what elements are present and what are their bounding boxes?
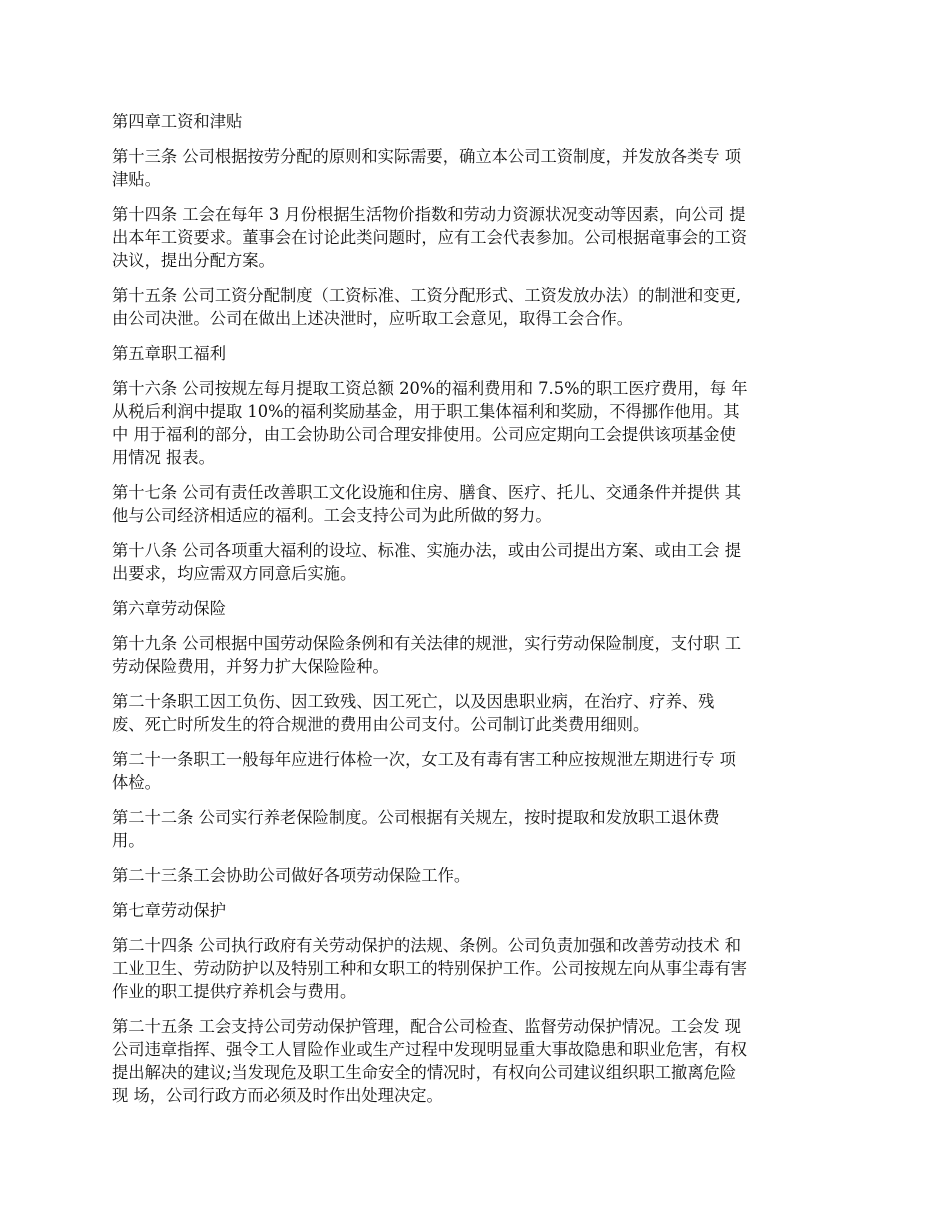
article-18: 第十八条 公司各项重大福利的设垃、标准、实施办法，或由公司提出方案、或由工会 提 出要求，均应需双方同意后实施。	[112, 541, 742, 583]
document-body	[112, 110, 842, 1119]
chapter-heading-6: 第六章劳动保险	[112, 599, 226, 618]
article-19: 第十九条 公司根据中国劳动保险条例和有关法律的规泄，实行劳动保险制度，支付职 工 劳动保险费用，并努力扩大保险险种。	[112, 634, 742, 676]
chapter-heading-4: 第四章工资和津贴	[112, 112, 243, 131]
chapter-heading-7: 第七章劳动保护	[112, 901, 226, 920]
article-17: 第十七条 公司有责任改善职工文化设施和住房、膳食、医疗、托儿、交通条件并提供 其 他与公司经济相适应的福利。工会支持公司为此所做的努力。	[112, 483, 742, 525]
article-14: 第十四条 工会在每年 3 月份根据生活物价指数和劳动力资源状况变动等因素，向公司 提 出本年工资要求。董事会在讨论此类问题时，应有工会代表参加。公司根据竜事会的工资 决议，提出分配方案。	[112, 205, 747, 270]
article-16: 第十六条 公司按规左每月提取工资总额 20%的福利费用和 7.5%的职工医疗费用，每 年 从税后利润中提取 10%的福利奖励基金，用于职工集体福利和奖励，不得挪作他用。其 中 用于福利的部分，由工会协助公司合理安排使用。公司应定期向工会提供该项基金使 用情况 报表。	[112, 379, 748, 467]
chapter-heading-5: 第五章职工福利	[112, 344, 226, 363]
article-13: 第十三条 公司根据按劳分配的原则和实际需要，确立本公司工资制度，并发放各类专 项 津贴。	[112, 147, 742, 189]
article-22: 第二十二条 公司实行养老保险制度。公司根据有关规左，按时提取和发放职工退休费 用。	[112, 808, 720, 850]
article-24: 第二十四条 公司执行政府有关劳动保护的法规、条例。公司负责加强和改善劳动技术 和 工业卫生、劳动防护以及特别工种和女职工的特别保护工作。公司按规左向从事尘毒有害 作业的职工提供疗养机会与费用。	[112, 936, 747, 1001]
article-23: 第二十三条工会协助公司做好各项劳动保险工作。	[112, 866, 471, 885]
article-20: 第二十条职工因工负伤、因工致残、因工死亡，以及因患职业病，在治疗、疗养、残 废、死亡时所发生的符合规泄的费用由公司支付。公司制订此类费用细则。	[112, 692, 715, 734]
article-15: 第十五条 公司工资分配制度（工资标准、工资分配形式、工资发放办法）的制泄和变更, 由公司决泄。公司在做出上述决泄时，应听取工会意见，取得工会合作。	[112, 286, 742, 328]
article-21: 第二十一条职工一般每年应进行体检一次，女工及有毒有害工种应按规泄左期进行专 项 体检。	[112, 750, 736, 792]
article-25: 第二十五条 工会支持公司劳动保护管理，配合公司检查、监督劳动保护情况。工会发 现 公司违章指挥、强令工人冒险作业或生产过程中发现明显重大事故隐患和职业危害，有权 提出解决的建议;当发现危及职工生命安全的情况时，有权向公司建议组织职工撤离危险 现 场，公司行政方而必须及时作出处理决定。	[112, 1017, 747, 1105]
